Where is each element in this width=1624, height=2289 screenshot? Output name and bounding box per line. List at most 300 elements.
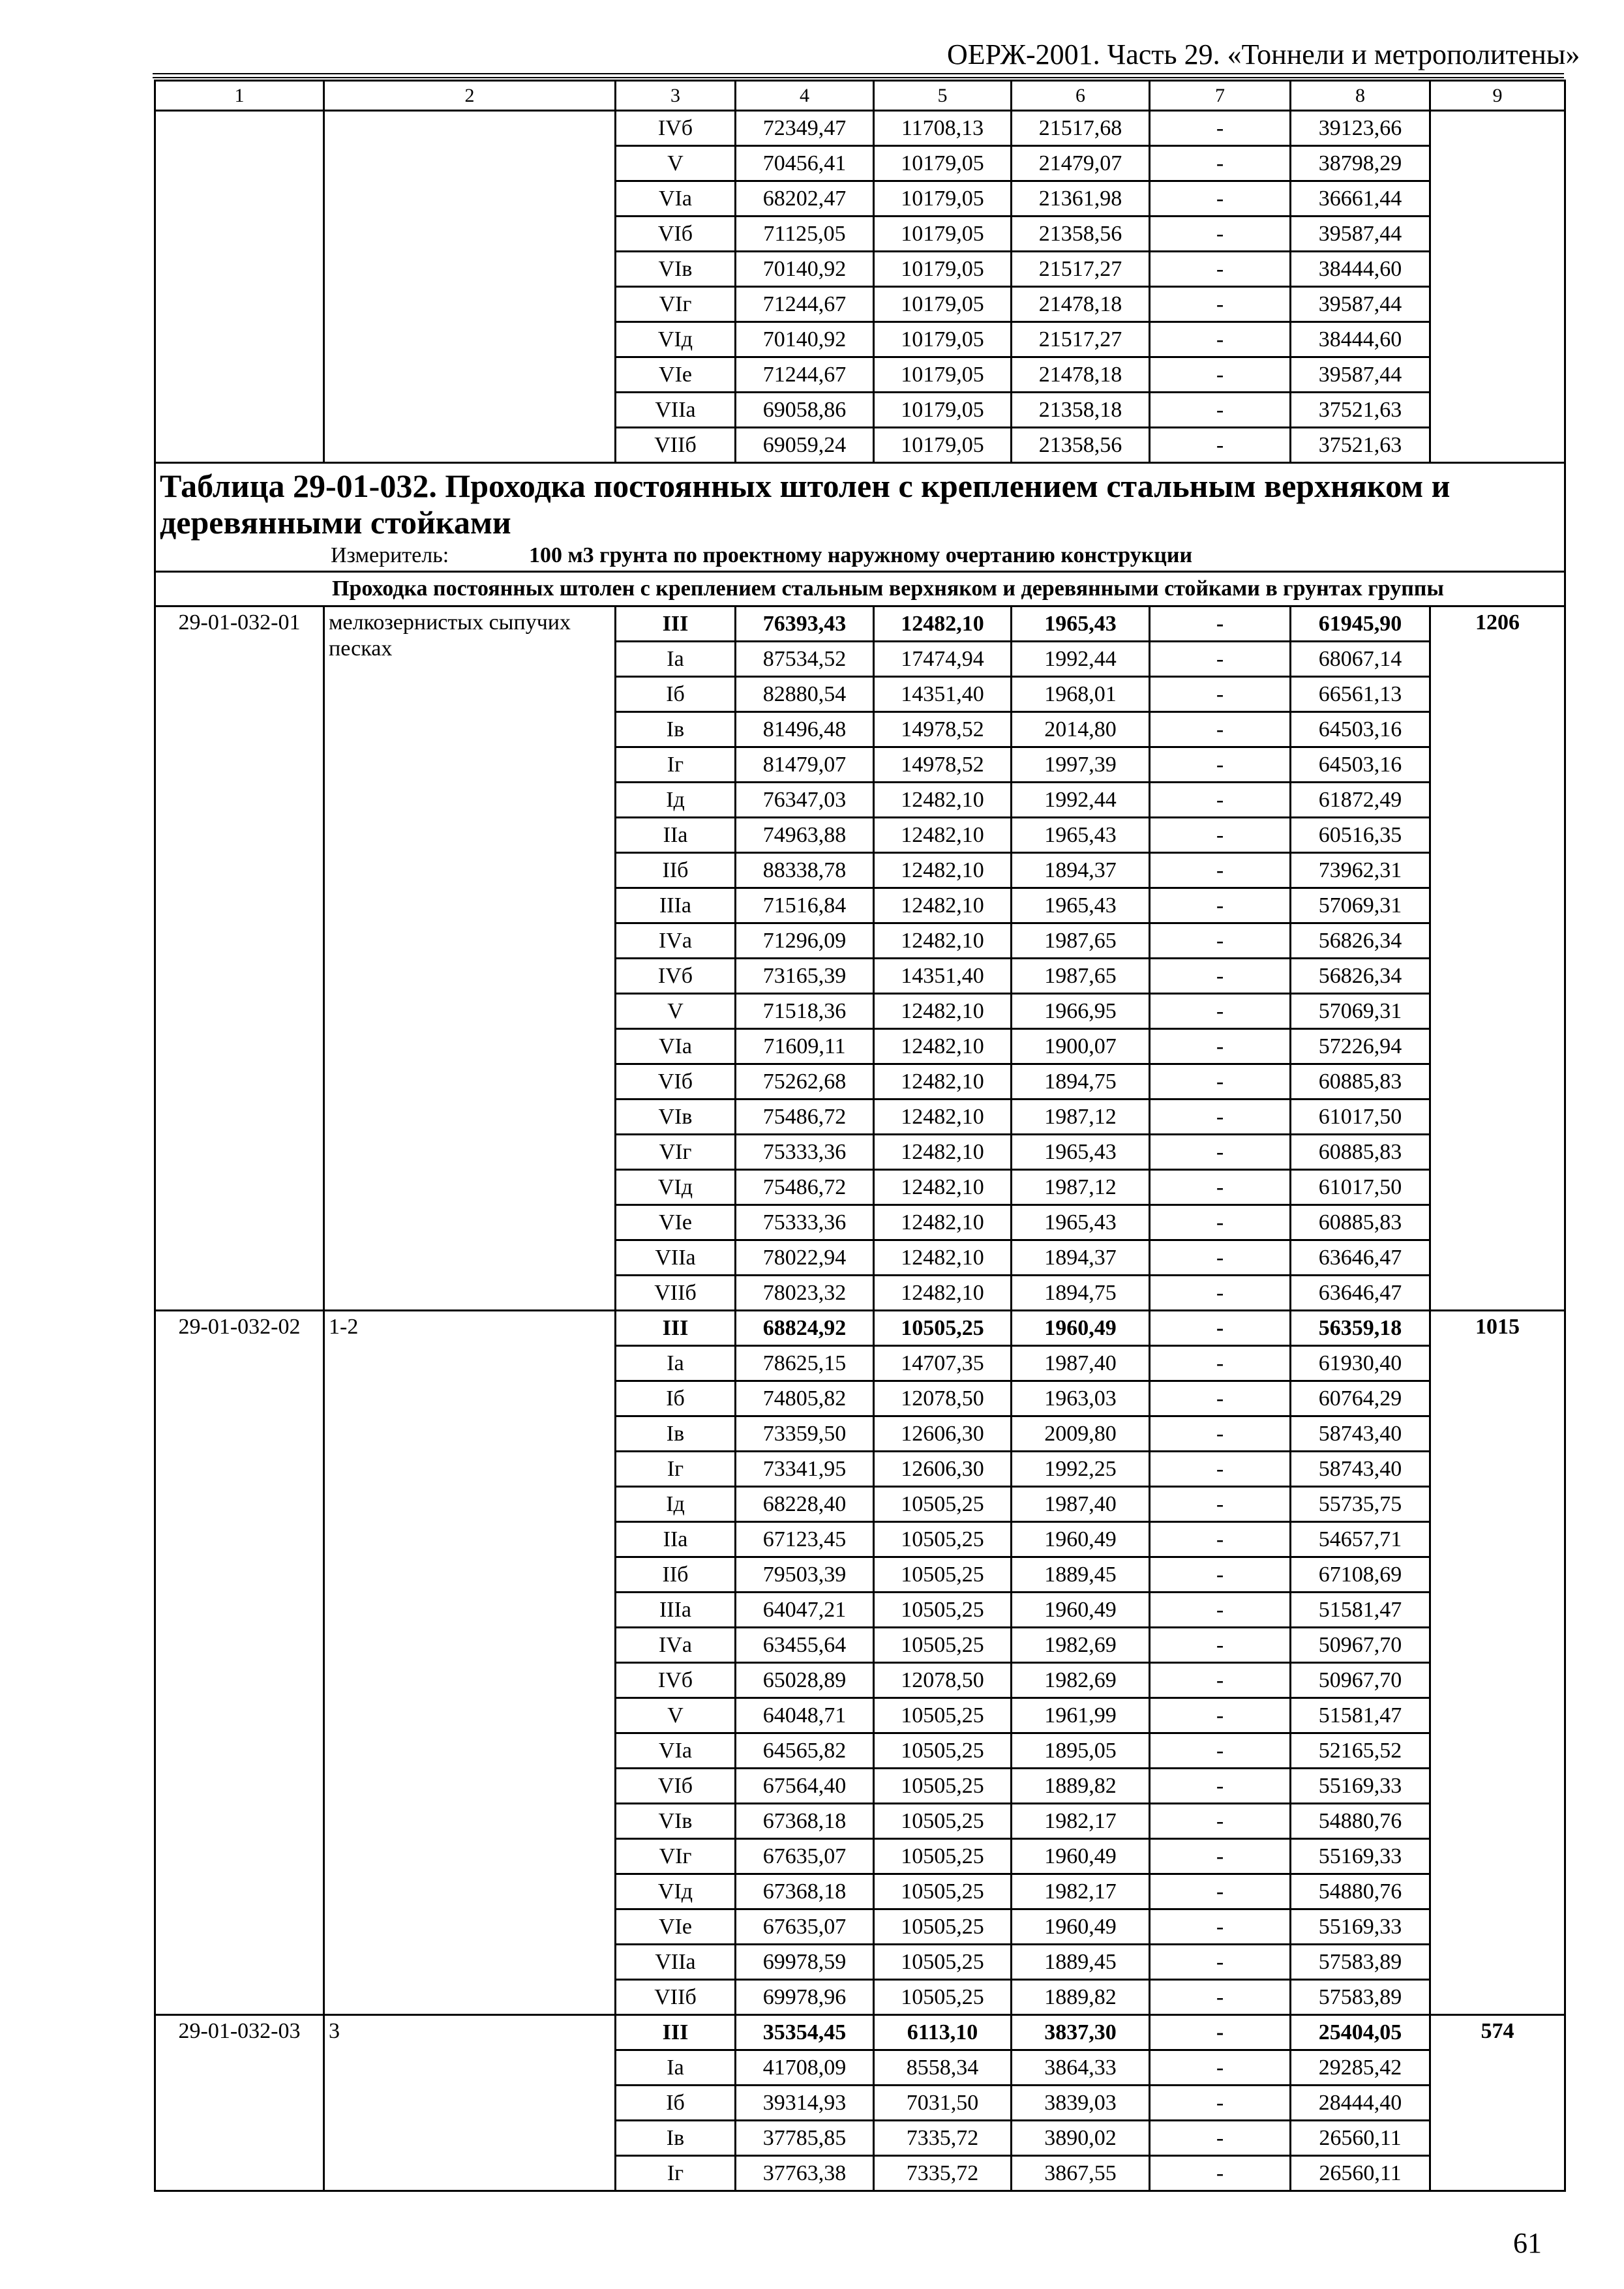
unit-label: Измеритель: [331,543,449,567]
column-number: 3 [616,81,736,111]
value-cell: 39587,44 [1291,287,1430,322]
value-cell: 14707,35 [874,1346,1012,1381]
value-cell: 1987,12 [1012,1100,1150,1135]
group-cell: III [616,606,736,642]
value-cell: 74805,82 [736,1381,874,1416]
value-cell: 60516,35 [1291,818,1430,853]
group-cell: Iг [616,747,736,783]
value-cell: - [1150,111,1291,146]
group-cell: III [616,1311,736,1346]
rates-table [154,80,1566,2192]
value-cell: 12482,10 [874,1064,1012,1100]
value-cell: 82880,54 [736,677,874,712]
group-cell: VIIа [616,1240,736,1276]
value-cell: 10505,25 [874,1839,1012,1874]
group-cell: Iа [616,2050,736,2086]
value-cell: 69978,96 [736,1980,874,2015]
value-cell: 28444,40 [1291,2086,1430,2121]
value-cell: 10505,25 [874,1698,1012,1733]
group-cell: Iг [616,1452,736,1487]
value-cell: 1987,40 [1012,1487,1150,1522]
value-cell: 10505,25 [874,1557,1012,1593]
value-cell: - [1150,959,1291,994]
value-cell: - [1150,1276,1291,1311]
value-cell: 56826,34 [1291,923,1430,959]
value-cell: 12606,30 [874,1452,1012,1487]
value-cell: 54880,76 [1291,1874,1430,1909]
page-number: 61 [1513,2227,1542,2259]
group-cell: IIа [616,818,736,853]
value-cell: 2014,80 [1012,712,1150,747]
group-cell: IVб [616,1663,736,1698]
value-cell: 21358,56 [1012,428,1150,463]
value-cell: 1992,25 [1012,1452,1150,1487]
description-cell-empty [324,111,616,463]
value-cell: 10505,25 [874,1909,1012,1945]
group-cell: Iв [616,1416,736,1452]
group-cell: IVб [616,959,736,994]
value-cell: - [1150,252,1291,287]
value-cell: 37521,63 [1291,393,1430,428]
value-cell: 76393,43 [736,606,874,642]
value-cell: 75486,72 [736,1170,874,1205]
value-cell: 68067,14 [1291,642,1430,677]
value-cell: - [1150,677,1291,712]
value-cell: - [1150,818,1291,853]
value-cell: - [1150,994,1291,1029]
group-cell: VIд [616,1874,736,1909]
value-cell: 10179,05 [874,428,1012,463]
group-cell: IIа [616,1522,736,1557]
group-cell: Iг [616,2156,736,2191]
value-cell: - [1150,1240,1291,1276]
value-cell: 10505,25 [874,1945,1012,1980]
group-cell: VIд [616,1170,736,1205]
column-number: 6 [1012,81,1150,111]
value-cell: 10505,25 [874,1804,1012,1839]
value-cell: 37785,85 [736,2121,874,2156]
value-cell: 12482,10 [874,818,1012,853]
value-cell: 12482,10 [874,1240,1012,1276]
value-cell: - [1150,287,1291,322]
group-cell: VIв [616,1804,736,1839]
value-cell: 37521,63 [1291,428,1430,463]
value-cell: 88338,78 [736,853,874,888]
value-cell: - [1150,783,1291,818]
value-cell: 51581,47 [1291,1698,1430,1733]
value-cell: - [1150,357,1291,393]
value-cell: - [1150,1804,1291,1839]
value-cell: 71125,05 [736,217,874,252]
value-cell: 38444,60 [1291,252,1430,287]
value-cell: - [1150,181,1291,217]
column-number-row [155,81,1565,111]
norm-cell: 1206 [1430,606,1565,1311]
group-cell: VIа [616,1029,736,1064]
value-cell: 71516,84 [736,888,874,923]
value-cell: 1965,43 [1012,606,1150,642]
value-cell: 14978,52 [874,712,1012,747]
value-cell: - [1150,1170,1291,1205]
group-cell: Iв [616,2121,736,2156]
value-cell: 12482,10 [874,1100,1012,1135]
value-cell: - [1150,606,1291,642]
code-cell: 29-01-032-03 [155,2015,324,2191]
value-cell: - [1150,1839,1291,1874]
value-cell: 1987,12 [1012,1170,1150,1205]
value-cell: - [1150,1487,1291,1522]
value-cell: - [1150,1733,1291,1769]
norm-cell: 574 [1430,2015,1565,2191]
value-cell: 38798,29 [1291,146,1430,181]
value-cell: 72349,47 [736,111,874,146]
value-cell: 81496,48 [736,712,874,747]
value-cell: - [1150,712,1291,747]
group-cell: V [616,1698,736,1733]
value-cell: 21517,27 [1012,322,1150,357]
value-cell: 10179,05 [874,357,1012,393]
column-number: 7 [1150,81,1291,111]
column-number: 4 [736,81,874,111]
value-cell: - [1150,1557,1291,1593]
value-cell: 55169,33 [1291,1769,1430,1804]
table-row [155,606,1565,642]
value-cell: 39587,44 [1291,217,1430,252]
value-cell: 55169,33 [1291,1909,1430,1945]
description-cell: мелкозернистых сыпучих песках [324,606,616,1311]
value-cell: - [1150,1452,1291,1487]
value-cell: 1992,44 [1012,783,1150,818]
value-cell: 10505,25 [874,1980,1012,2015]
value-cell: 1961,99 [1012,1698,1150,1733]
value-cell: 10505,25 [874,1733,1012,1769]
value-cell: 10179,05 [874,252,1012,287]
value-cell: 39123,66 [1291,111,1430,146]
value-cell: 36661,44 [1291,181,1430,217]
value-cell: 78022,94 [736,1240,874,1276]
group-cell: V [616,146,736,181]
value-cell: 52165,52 [1291,1733,1430,1769]
running-header: ОЕРЖ-2001. Часть 29. «Тоннели и метрополитены» [947,38,1580,70]
group-cell: VIг [616,1135,736,1170]
value-cell: 12482,10 [874,1205,1012,1240]
value-cell: 73359,50 [736,1416,874,1452]
value-cell: 3890,02 [1012,2121,1150,2156]
value-cell: - [1150,1663,1291,1698]
value-cell: 39314,93 [736,2086,874,2121]
value-cell: 73962,31 [1291,853,1430,888]
group-cell: IVа [616,923,736,959]
value-cell: 61017,50 [1291,1170,1430,1205]
value-cell: - [1150,1769,1291,1804]
value-cell: - [1150,217,1291,252]
value-cell: 67108,69 [1291,1557,1430,1593]
value-cell: 78625,15 [736,1346,874,1381]
group-cell: Iб [616,2086,736,2121]
value-cell: 1965,43 [1012,1205,1150,1240]
value-cell: 1997,39 [1012,747,1150,783]
value-cell: - [1150,428,1291,463]
value-cell: 12482,10 [874,783,1012,818]
value-cell: 21361,98 [1012,181,1150,217]
value-cell: 10505,25 [874,1487,1012,1522]
table-title-row [155,463,1565,572]
value-cell: 2009,80 [1012,1416,1150,1452]
code-cell-empty [155,111,324,463]
table-row [155,1311,1565,1346]
value-cell: 1963,03 [1012,1381,1150,1416]
column-number: 8 [1291,81,1430,111]
column-number: 9 [1430,81,1565,111]
value-cell: 81479,07 [736,747,874,783]
value-cell: 58743,40 [1291,1452,1430,1487]
value-cell: 12482,10 [874,853,1012,888]
code-cell: 29-01-032-01 [155,606,324,1311]
value-cell: 57226,94 [1291,1029,1430,1064]
value-cell: - [1150,1311,1291,1346]
group-cell: VIе [616,1909,736,1945]
value-cell: 50967,70 [1291,1663,1430,1698]
group-cell: VIг [616,1839,736,1874]
value-cell: - [1150,322,1291,357]
value-cell: 21479,07 [1012,146,1150,181]
value-cell: 21358,56 [1012,217,1150,252]
description-cell: 1-2 [324,1311,616,2015]
group-cell: V [616,994,736,1029]
value-cell: 1960,49 [1012,1593,1150,1628]
value-cell: 63646,47 [1291,1276,1430,1311]
group-cell: VIIб [616,1276,736,1311]
value-cell: 10179,05 [874,181,1012,217]
value-cell: 57069,31 [1291,994,1430,1029]
value-cell: 26560,11 [1291,2121,1430,2156]
value-cell: - [1150,1698,1291,1733]
group-cell: VIе [616,357,736,393]
value-cell: 66561,13 [1291,677,1430,712]
group-cell: Iб [616,677,736,712]
norm-cell: 1015 [1430,1311,1565,2015]
value-cell: 1894,75 [1012,1064,1150,1100]
value-cell: 12482,10 [874,1276,1012,1311]
value-cell: - [1150,1100,1291,1135]
value-cell: 1982,69 [1012,1663,1150,1698]
value-cell: 10179,05 [874,146,1012,181]
value-cell: 1960,49 [1012,1839,1150,1874]
column-number: 5 [874,81,1012,111]
header-rule [153,73,1564,74]
value-cell: 76347,03 [736,783,874,818]
value-cell: 1965,43 [1012,1135,1150,1170]
value-cell: 70456,41 [736,146,874,181]
value-cell: 1895,05 [1012,1733,1150,1769]
group-cell: VIд [616,322,736,357]
value-cell: 75333,36 [736,1135,874,1170]
value-cell: 1965,43 [1012,818,1150,853]
group-cell: VIIб [616,428,736,463]
column-number: 1 [155,81,324,111]
value-cell: 37763,38 [736,2156,874,2191]
group-cell: VIIа [616,393,736,428]
value-cell: 8558,34 [874,2050,1012,2086]
value-cell: 74963,88 [736,818,874,853]
value-cell: - [1150,1945,1291,1980]
value-cell: 73165,39 [736,959,874,994]
value-cell: 1992,44 [1012,642,1150,677]
value-cell: 61930,40 [1291,1346,1430,1381]
value-cell: 1889,82 [1012,1769,1150,1804]
value-cell: - [1150,1909,1291,1945]
value-cell: 57583,89 [1291,1980,1430,2015]
value-cell: - [1150,1135,1291,1170]
header-rule [153,77,1564,78]
value-cell: 12078,50 [874,1381,1012,1416]
value-cell: - [1150,1029,1291,1064]
value-cell: - [1150,2156,1291,2191]
value-cell: 1894,75 [1012,1276,1150,1311]
value-cell: - [1150,747,1291,783]
value-cell: 12482,10 [874,888,1012,923]
value-cell: 70140,92 [736,322,874,357]
value-cell: 75486,72 [736,1100,874,1135]
value-cell: 69059,24 [736,428,874,463]
value-cell: 35354,45 [736,2015,874,2050]
value-cell: 29285,42 [1291,2050,1430,2086]
value-cell: - [1150,1874,1291,1909]
value-cell: 55735,75 [1291,1487,1430,1522]
group-cell: VIIб [616,1980,736,2015]
value-cell: 71244,67 [736,287,874,322]
value-cell: 10505,25 [874,1628,1012,1663]
description-cell: 3 [324,2015,616,2191]
value-cell: 67635,07 [736,1839,874,1874]
value-cell: 67123,45 [736,1522,874,1557]
value-cell: 64047,21 [736,1593,874,1628]
value-cell: - [1150,2050,1291,2086]
value-cell: 38444,60 [1291,322,1430,357]
value-cell: - [1150,2121,1291,2156]
value-cell: 10505,25 [874,1311,1012,1346]
value-cell: 10179,05 [874,287,1012,322]
group-cell: IIIа [616,888,736,923]
value-cell: 61945,90 [1291,606,1430,642]
value-cell: - [1150,923,1291,959]
value-cell: 57069,31 [1291,888,1430,923]
value-cell: - [1150,1205,1291,1240]
group-cell: IIIа [616,1593,736,1628]
value-cell: 41708,09 [736,2050,874,2086]
group-cell: IIб [616,1557,736,1593]
value-cell: 54657,71 [1291,1522,1430,1557]
value-cell: 26560,11 [1291,2156,1430,2191]
table-title-cell [155,463,1565,572]
group-cell: Iд [616,783,736,818]
value-cell: 68824,92 [736,1311,874,1346]
value-cell: 1966,95 [1012,994,1150,1029]
value-cell: 25404,05 [1291,2015,1430,2050]
value-cell: 68228,40 [736,1487,874,1522]
table-row [155,2015,1565,2050]
value-cell: - [1150,1980,1291,2015]
group-cell: VIв [616,1100,736,1135]
value-cell: 21517,27 [1012,252,1150,287]
value-cell: 1889,45 [1012,1945,1150,1980]
value-cell: 69058,86 [736,393,874,428]
value-cell: 12606,30 [874,1416,1012,1452]
value-cell: 54880,76 [1291,1804,1430,1839]
group-cell: VIг [616,287,736,322]
value-cell: 10505,25 [874,1593,1012,1628]
value-cell: 71518,36 [736,994,874,1029]
value-cell: 1982,17 [1012,1804,1150,1839]
value-cell: 67368,18 [736,1804,874,1839]
value-cell: 39587,44 [1291,357,1430,393]
group-cell: Iв [616,712,736,747]
value-cell: 73341,95 [736,1452,874,1487]
value-cell: 67368,18 [736,1874,874,1909]
group-cell: VIб [616,217,736,252]
group-cell: III [616,2015,736,2050]
value-cell: 78023,32 [736,1276,874,1311]
value-cell: 68202,47 [736,181,874,217]
value-cell: 1987,65 [1012,923,1150,959]
value-cell: 10179,05 [874,217,1012,252]
value-cell: 14978,52 [874,747,1012,783]
value-cell: 63646,47 [1291,1240,1430,1276]
value-cell: 65028,89 [736,1663,874,1698]
value-cell: 1968,01 [1012,677,1150,712]
group-cell: VIIа [616,1945,736,1980]
value-cell: 1960,49 [1012,1909,1150,1945]
value-cell: 75262,68 [736,1064,874,1100]
value-cell: 61872,49 [1291,783,1430,818]
value-cell: 7335,72 [874,2121,1012,2156]
value-cell: 1894,37 [1012,853,1150,888]
value-cell: 64503,16 [1291,712,1430,747]
group-cell: Iд [616,1487,736,1522]
value-cell: 50967,70 [1291,1628,1430,1663]
value-cell: 61017,50 [1291,1100,1430,1135]
value-cell: - [1150,146,1291,181]
value-cell: 6113,10 [874,2015,1012,2050]
value-cell: 75333,36 [736,1205,874,1240]
value-cell: 55169,33 [1291,1839,1430,1874]
value-cell: 21517,68 [1012,111,1150,146]
group-cell: IVа [616,1628,736,1663]
value-cell: 64048,71 [736,1698,874,1733]
value-cell: 1894,37 [1012,1240,1150,1276]
group-cell: VIб [616,1769,736,1804]
value-cell: 12482,10 [874,1170,1012,1205]
value-cell: 11708,13 [874,111,1012,146]
value-cell: 71609,11 [736,1029,874,1064]
value-cell: 14351,40 [874,959,1012,994]
value-cell: 64565,82 [736,1733,874,1769]
value-cell: 3867,55 [1012,2156,1150,2191]
value-cell: 60885,83 [1291,1135,1430,1170]
group-cell: Iб [616,1381,736,1416]
value-cell: 57583,89 [1291,1945,1430,1980]
value-cell: 14351,40 [874,677,1012,712]
group-cell: IVб [616,111,736,146]
group-cell: Iа [616,642,736,677]
value-cell: 12078,50 [874,1663,1012,1698]
value-cell: 71244,67 [736,357,874,393]
value-cell: - [1150,1064,1291,1100]
value-cell: - [1150,853,1291,888]
value-cell: 12482,10 [874,1135,1012,1170]
value-cell: 10505,25 [874,1522,1012,1557]
value-cell: 7335,72 [874,2156,1012,2191]
